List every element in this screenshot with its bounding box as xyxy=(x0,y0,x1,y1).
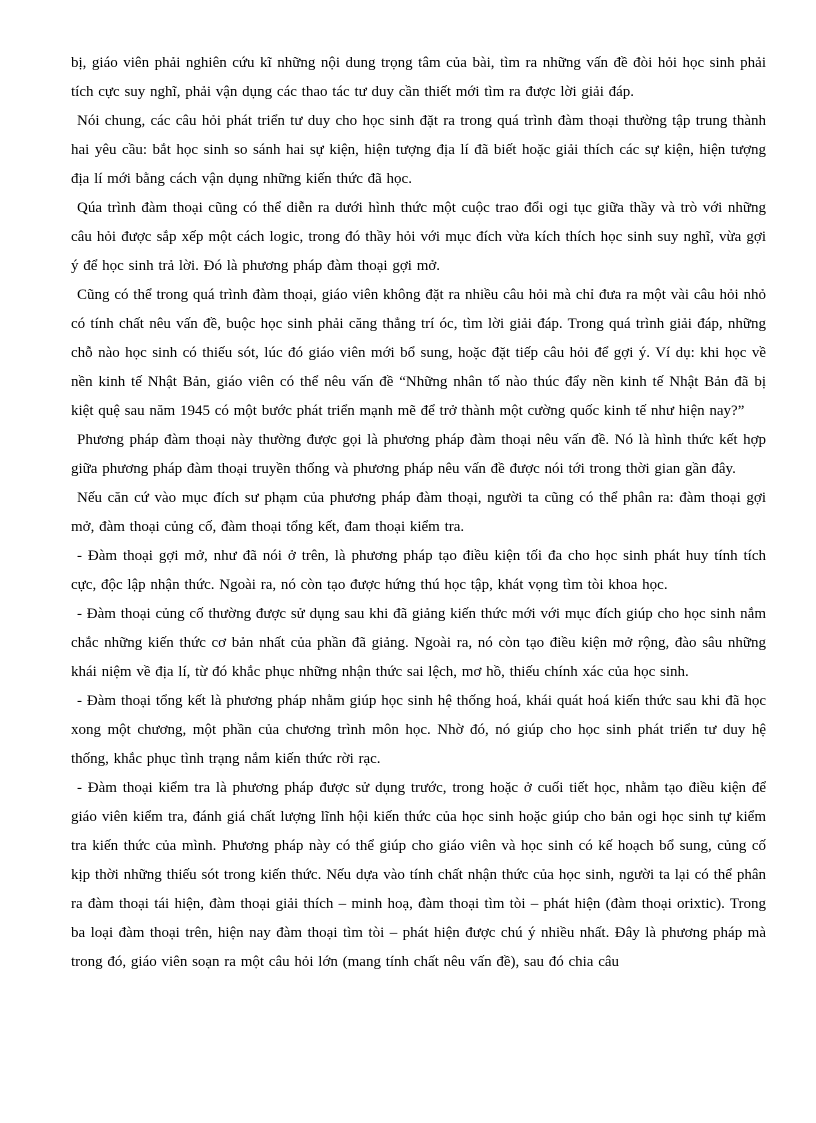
paragraph-6: Nếu căn cứ vào mục đích sư phạm của phương pháp đàm thoại, người ta cũng có thể phân ra: đàm thoại gợi mở, đàm thoại củng cố, đàm thoại tổng kết, đam thoại kiểm tra. xyxy=(71,490,766,535)
paragraph-9: - Đàm thoại tổng kết là phương pháp nhằm giúp học sinh hệ thống hoá, khái quát hoá kiến thức sau khi đã học xong một chương, một phần của chương trình môn học. Nhờ đó, nó giúp cho học sinh phát triển tư duy hệ thống, khắc phục tình trạng nắm kiến thức rời rạc. xyxy=(71,693,766,767)
paragraph-3: Qúa trình đàm thoại cũng có thể diễn ra dưới hình thức một cuộc trao đổi ogi tục giữa thầy và trò với những câu hỏi được sắp xếp một cách logic, trong đó thầy hỏi với mục đích vừa kích thích học sinh suy nghĩ, vừa gợi ý để học sinh trả lời. Đó là phương pháp đàm thoại gợi mở. xyxy=(71,200,766,274)
paragraph-7: - Đàm thoại gợi mở, như đã nói ở trên, là phương pháp tạo điều kiện tối đa cho học sinh phát huy tính tích cực, độc lập nhận thức. Ngoài ra, nó còn tạo được hứng thú học tập, khát vọng tìm tòi khoa học. xyxy=(71,548,766,593)
paragraph-10: - Đàm thoại kiểm tra là phương pháp được sử dụng trước, trong hoặc ở cuối tiết học, nhằm tạo điều kiện để giáo viên kiểm tra, đánh giá chất lượng lĩnh hội kiến thức của học sinh hoặc giúp cho bản ogi học sinh tự kiểm tra kiến thức của mình. Phương pháp này có thể giúp cho giáo viên và học sinh có kế hoạch bổ sung, củng cố kịp thời những thiếu sót trong kiến thức. Nếu dựa vào tính chất nhận thức của học sinh, người ta lại có thể phân ra đàm thoại tái hiện, đàm thoại giải thích – minh hoạ, đàm thoại tìm tòi – phát hiện (đàm thoại orixtic). Trong ba loại đàm thoại trên, hiện nay đàm thoại tìm tòi – phát hiện được chú ý nhiều nhất. Đây là phương pháp mà trong đó, giáo viên soạn ra một câu hỏi lớn (mang tính chất nêu vấn đề), sau đó chia câu xyxy=(71,780,766,970)
paragraph-1: bị, giáo viên phải nghiên cứu kĩ những nội dung trọng tâm của bài, tìm ra những vấn đề đòi hỏi học sinh phải tích cực suy nghĩ, phải vận dụng các thao tác tư duy cần thiết mới tìm ra được lời giải đáp. xyxy=(71,55,766,100)
paragraph-2: Nói chung, các câu hỏi phát triển tư duy cho học sinh đặt ra trong quá trình đàm thoại thường tập trung thành hai yêu cầu: bắt học sinh so sánh hai sự kiện, hiện tượng địa lí đã biết hoặc giải thích các sự kiện, hiện tượng địa lí mới bằng cách vận dụng những kiến thức đã học. xyxy=(71,113,766,187)
paragraph-4: Cũng có thể trong quá trình đàm thoại, giáo viên không đặt ra nhiều câu hỏi mà chỉ đưa ra một vài câu hỏi nhỏ có tính chất nêu vấn đề, buộc học sinh phải căng thẳng trí óc, tìm lời giải đáp. Trong quá trình giải đáp, những chỗ nào học sinh có thiếu sót, lúc đó giáo viên mới bổ sung, hoặc đặt tiếp câu hỏi để gợi ý. Ví dụ: khi học về nền kinh tế Nhật Bản, giáo viên có thể nêu vấn đề “Những nhân tố nào thúc đẩy nền kinh tế Nhật Bản đã bị kiệt quệ sau năm 1945 có một bước phát triển mạnh mẽ để trở thành một cường quốc kinh tế như hiện nay?” xyxy=(71,287,766,419)
paragraph-5: Phương pháp đàm thoại này thường được gọi là phương pháp đàm thoại nêu vấn đề. Nó là hình thức kết hợp giữa phương pháp đàm thoại truyền thống và phương pháp nêu vấn đề được nói tới trong thời gian gần đây. xyxy=(71,432,766,477)
paragraph-8: - Đàm thoại củng cố thường được sử dụng sau khi đã giảng kiến thức mới với mục đích giúp cho học sinh nắm chắc những kiến thức cơ bản nhất của phần đã giảng. Ngoài ra, nó còn tạo điều kiện mở rộng, đào sâu những khái niệm về địa lí, từ đó khắc phục những nhận thức sai lệch, mơ hồ, thiếu chính xác của học sinh. xyxy=(71,606,766,680)
